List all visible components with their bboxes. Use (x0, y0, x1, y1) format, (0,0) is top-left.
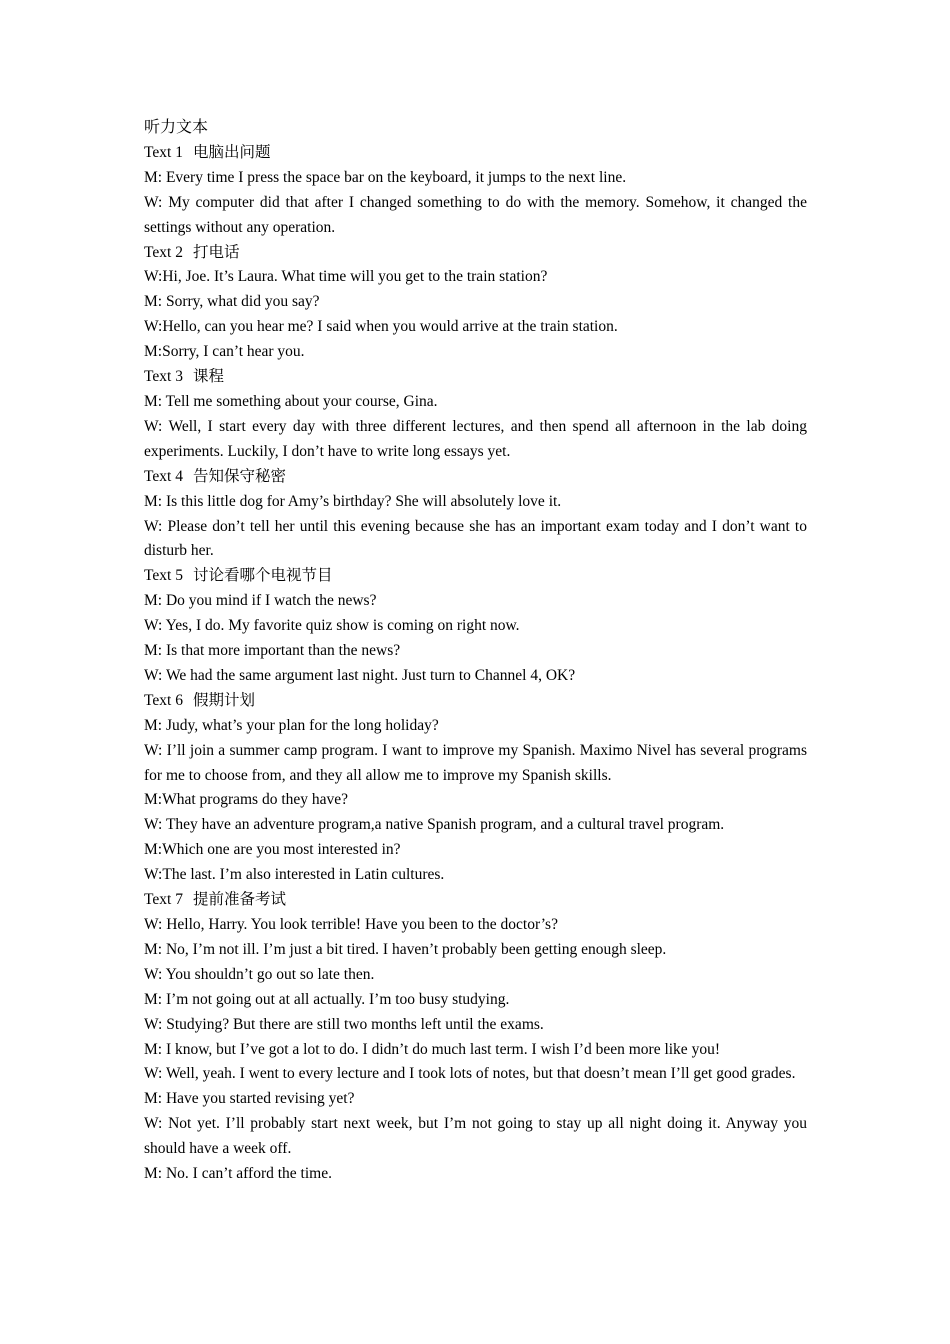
section-heading (144, 689, 807, 714)
dialogue-line: W: Hello, Harry. You look terrible! Have you been to the doctor’s? (144, 916, 558, 933)
section-topic: 提前准备考试 (192, 891, 286, 909)
dialogue-line: M: Tell me something about your course, Gina. (144, 392, 438, 410)
dialogue-line: M: Have you started revising yet? (144, 1090, 355, 1108)
dialogue-line: M: Judy, what’s your plan for the long holiday? (144, 716, 439, 734)
document-title: 听力文本 (144, 119, 209, 136)
dialogue-line: W: Yes, I do. My favorite quiz show is coming on right now. (144, 617, 520, 635)
dialogue-line: W:Hello, can you hear me? I said when you would arrive at the train station. (144, 318, 618, 336)
dialogue-line: M: Is this little dog for Amy’s birthday? She will absolutely love it. (144, 492, 562, 510)
section-topic: 课程 (192, 368, 224, 386)
dialogue-line: W:Hi, Joe. It’s Laura. What time will you get to the train station? (144, 268, 548, 286)
dialogue-line: M: Sorry, what did you say? (144, 293, 320, 311)
dialogue-line: M: I’m not going out at all actually. I’m too busy studying. (144, 990, 510, 1008)
dialogue-line: M: Do you mind if I watch the news? (144, 592, 377, 610)
dialogue-line: M: No. I can’t afford the time. (144, 1165, 332, 1183)
section-topic: 讨论看哪个电视节目 (192, 567, 333, 585)
section-number: Text 7 (144, 891, 183, 909)
section-number: Text 2 (144, 243, 183, 261)
section-heading (144, 465, 807, 490)
dialogue-line: W: Studying? But there are still two months left until the exams. (144, 1015, 544, 1033)
transcript-sections (144, 141, 807, 1187)
dialogue-line: W: Well, yeah. I went to every lecture and I took lots of notes, but that doesn’t mean I’ll get good grades. (144, 1065, 796, 1083)
dialogue-line: W: They have an adventure program,a native Spanish program, and a cultural travel program. (144, 816, 725, 834)
dialogue-line: M: Is that more important than the news? (144, 642, 401, 660)
section-number: Text 1 (144, 143, 183, 161)
section-number: Text 5 (144, 567, 183, 585)
section-heading (144, 888, 807, 913)
document-page (144, 116, 807, 1187)
dialogue-line: M: Every time I press the space bar on the keyboard, it jumps to the next line. (144, 168, 627, 186)
dialogue-line: W: Well, I start every day with three different lectures, and then spend all afternoon in the lab doing experiments. Luckily, I don’t have to write long essays yet. (144, 417, 807, 460)
dialogue-line: M: No, I’m not ill. I’m just a bit tired. I haven’t probably been getting enough sleep. (144, 940, 667, 958)
dialogue-line: W: You shouldn’t go out so late then. (144, 965, 375, 983)
section-heading (144, 564, 807, 589)
dialogue-line: W: My computer did that after I changed something to do with the memory. Somehow, it changed the settings without any operation. (144, 193, 807, 236)
dialogue-line: W: Not yet. I’ll probably start next week, but I’m not going to stay up all night doing it. Anyway you should have a week off. (144, 1115, 807, 1158)
dialogue-line: W:The last. I’m also interested in Latin cultures. (144, 866, 445, 884)
section-number: Text 6 (144, 691, 183, 709)
dialogue-line: M:Which one are you most interested in? (144, 841, 401, 859)
dialogue-line: W: Please don’t tell her until this evening because she has an important exam today and I don’t want to disturb her. (144, 517, 807, 560)
dialogue-line: M:What programs do they have? (144, 791, 349, 809)
section-topic: 假期计划 (192, 691, 255, 709)
section-topic: 告知保守秘密 (192, 467, 286, 485)
section-heading (144, 141, 807, 166)
section-number: Text 4 (144, 467, 183, 485)
dialogue-line: M: I know, but I’ve got a lot to do. I didn’t do much last term. I wish I’d been more like you! (144, 1040, 720, 1058)
dialogue-line: W: I’ll join a summer camp program. I want to improve my Spanish. Maximo Nivel has several programs for me to choose from, and they all allow me to improve my Spanish skills. (144, 741, 807, 784)
dialogue-line: W: We had the same argument last night. Just turn to Channel 4, OK? (144, 666, 576, 684)
section-heading (144, 365, 807, 390)
dialogue-line: M:Sorry, I can’t hear you. (144, 343, 305, 361)
section-topic: 电脑出问题 (192, 143, 271, 161)
section-heading (144, 241, 807, 266)
section-topic: 打电话 (192, 243, 240, 261)
section-number: Text 3 (144, 368, 183, 386)
